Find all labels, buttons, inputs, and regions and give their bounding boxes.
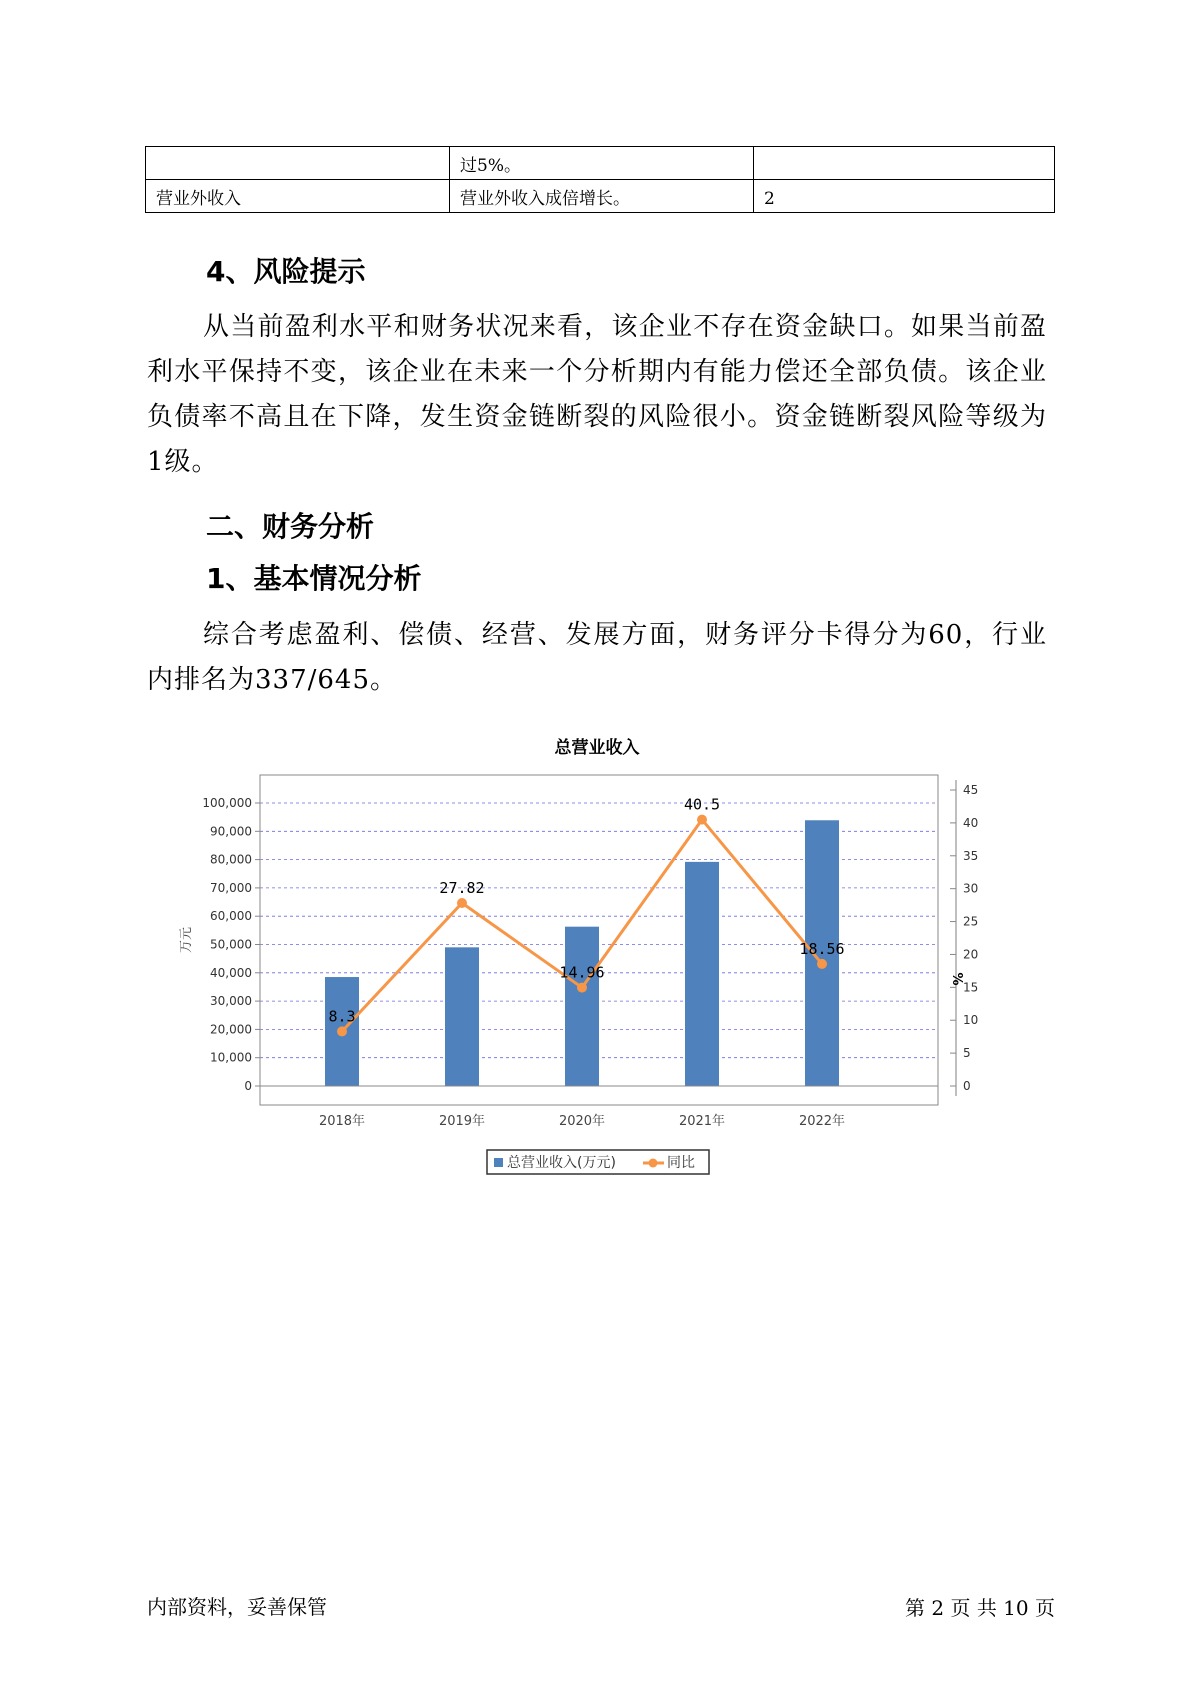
table-cell: 营业外收入成倍增长。: [450, 180, 754, 213]
y-tick-label: 50,000: [210, 937, 252, 952]
y-tick-label: 10,000: [210, 1050, 252, 1065]
y2-tick-label: 15: [963, 980, 979, 995]
y-tick-label: 40,000: [210, 965, 252, 980]
yoy-point: [577, 983, 587, 993]
x-tick-label: 2018年: [318, 1114, 366, 1129]
risk-paragraph: 从当前盈利水平和财务状况来看，该企业不存在资金缺口。如果当前盈利水平保持不变，该企业在未来一个分析期内有能力偿还全部负债。该企业负债率不高且在下降，发生资金链断裂的风险很小。资金链断裂风险等级为1级。: [147, 312, 1047, 477]
bars: [325, 820, 839, 1086]
table-cell: [754, 147, 1055, 180]
revenue-bar: [565, 927, 599, 1086]
y-tick-label: 0: [244, 1079, 252, 1093]
y2-tick-label: 25: [963, 914, 979, 929]
y-tick-label: 30,000: [210, 994, 252, 1009]
footer-confidential-note: 内部资料，妥善保管: [147, 1595, 327, 1619]
y-tick-label: 70,000: [210, 880, 252, 895]
yoy-data-label: 14.96: [559, 963, 605, 982]
yoy-data-label: 40.5: [683, 795, 721, 814]
yoy-point: [817, 959, 827, 969]
yoy-point: [697, 815, 707, 825]
chart-legend: [487, 1150, 709, 1174]
y-tick-label: 20,000: [210, 1022, 252, 1037]
y-tick-label: 90,000: [210, 824, 252, 839]
x-tick-label: 2022年: [798, 1114, 846, 1129]
y2-tick-label: 5: [963, 1046, 971, 1061]
x-tick-label: 2021年: [678, 1114, 726, 1129]
chart-title: 总营业收入: [554, 738, 640, 758]
revenue-chart-svg: [179, 730, 979, 1190]
yoy-point: [457, 898, 467, 908]
y2-tick-label: 10: [963, 1013, 979, 1028]
footer-page-number: 第 2 页 共 10 页: [905, 1596, 1055, 1620]
yoy-data-label: 8.3: [328, 1007, 356, 1026]
table-row: [146, 180, 1055, 213]
y-tick-label: 60,000: [210, 909, 252, 924]
legend-bar-swatch: [494, 1158, 503, 1167]
y2-tick-label: 30: [963, 881, 979, 896]
table-row: [146, 147, 1055, 180]
y2-axis-label: %: [949, 972, 964, 986]
revenue-bar: [685, 862, 719, 1086]
indicator-table: [145, 146, 1055, 213]
table-cell: 营业外收入: [146, 180, 450, 213]
x-tick-label: 2020年: [558, 1114, 606, 1129]
y2-tick-label: 35: [963, 848, 979, 863]
table-cell: 过5%。: [450, 147, 754, 180]
risk-heading: 4、风险提示: [206, 255, 366, 288]
yoy-data-label: 27.82: [439, 879, 485, 898]
finance-heading: 二、财务分析: [206, 510, 375, 543]
y-axis-label: 万元: [179, 926, 194, 954]
y2-tick-label: 0: [963, 1079, 971, 1093]
y2-tick-label: 45: [963, 783, 979, 797]
revenue-chart: [179, 730, 979, 1190]
y2-tick-label: 40: [963, 815, 979, 830]
basic-analysis-heading: 1、基本情况分析: [206, 562, 422, 595]
yoy-point: [337, 1026, 347, 1036]
legend-line-marker: [649, 1159, 658, 1168]
y-tick-label: 80,000: [210, 852, 252, 867]
y-tick-label: 100,000: [202, 796, 252, 810]
y2-tick-label: 20: [963, 947, 979, 962]
finance-paragraph: 综合考虑盈利、偿债、经营、发展方面，财务评分卡得分为60，行业内排名为337/645。: [147, 620, 1047, 695]
table-cell: [146, 147, 450, 180]
legend-line-label: 同比: [667, 1155, 695, 1171]
yoy-data-label: 18.56: [799, 939, 845, 958]
table-cell: 2: [754, 180, 1055, 213]
legend-bar-label: 总营业收入(万元): [507, 1155, 616, 1171]
revenue-bar: [445, 947, 479, 1086]
x-tick-label: 2019年: [438, 1114, 486, 1129]
